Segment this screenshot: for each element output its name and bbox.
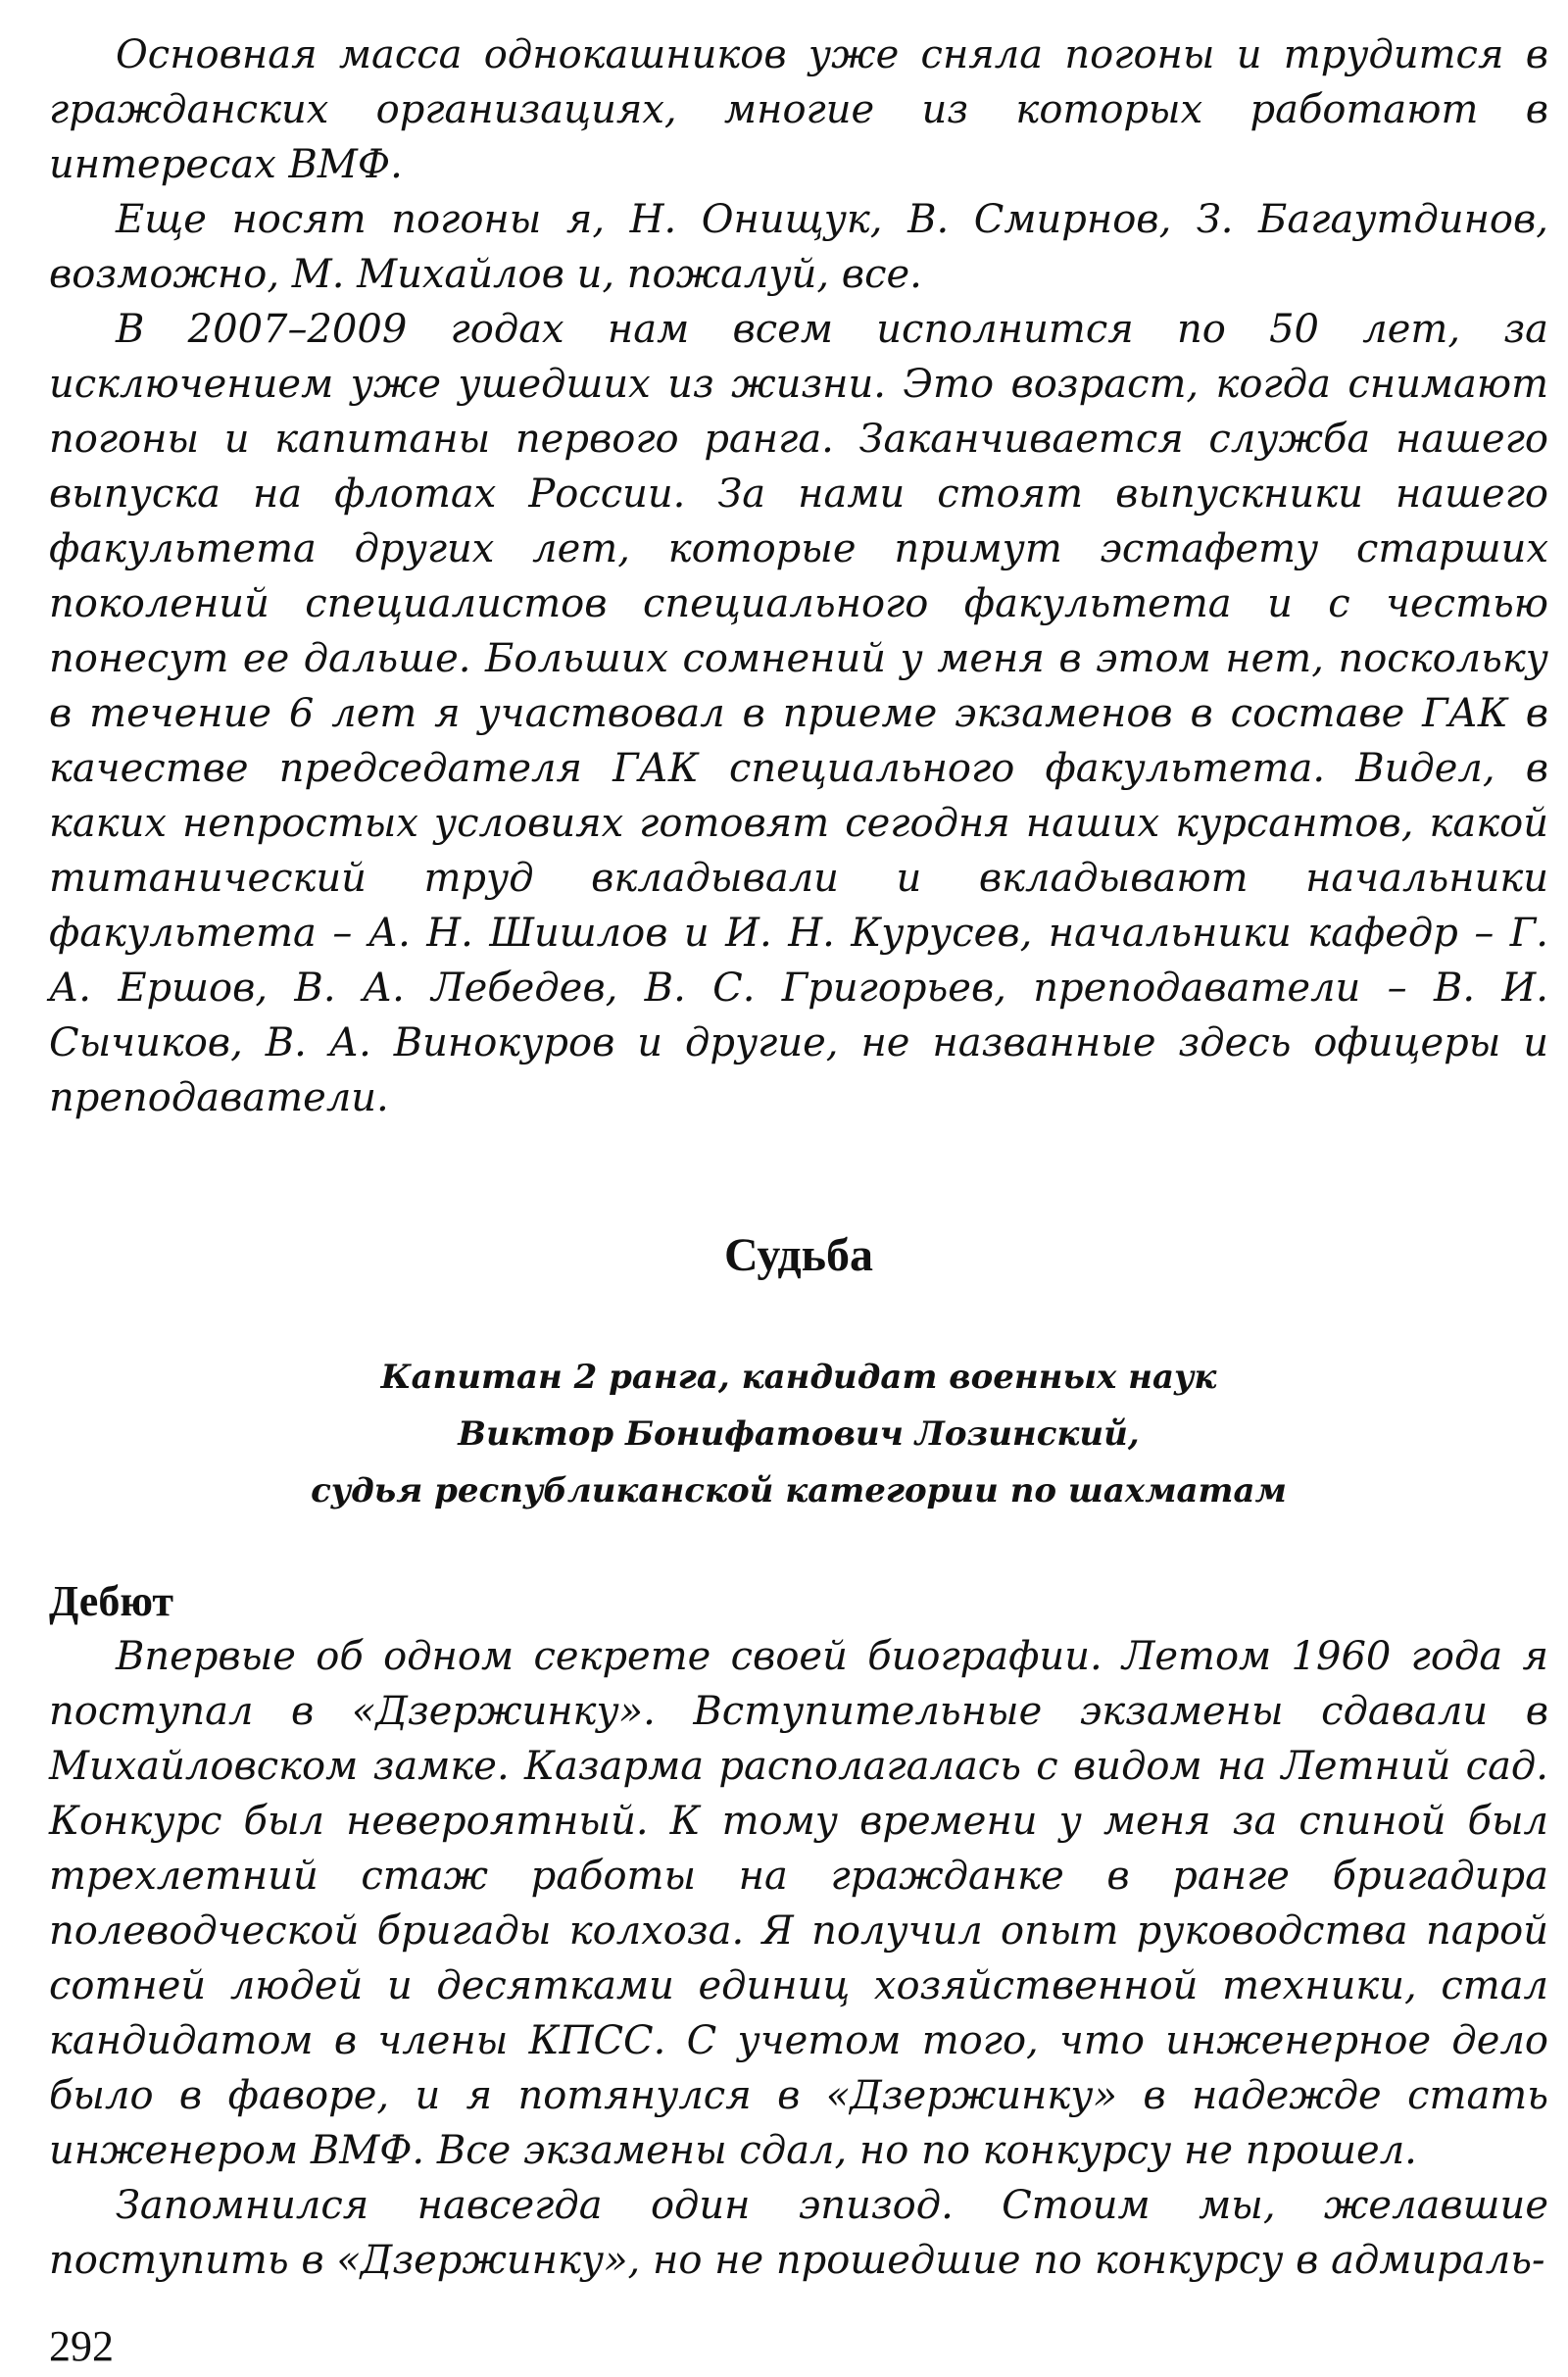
paragraph-2: Еще носят погоны я, Н. Онищук, В. Смирнов, З. Багаутдинов, возможно, М. Михайлов и, пожалуй, все. xyxy=(49,197,1548,297)
author-name: Виктор Бонифатович Лозинский, xyxy=(458,1414,1140,1454)
section-title: Судьба xyxy=(723,1229,874,1281)
page-number: 292 xyxy=(49,2322,114,2370)
paragraph-3: В 2007–2009 годах нам всем исполнится по 50 лет, за исключением уже ушедших из жизни. Это возраст, когда снимают погоны и капитаны первого ранга. Заканчивается служба нашего выпуска на флотах России. За нами стоят выпускники нашего факультета других лет, которые примут эстафету старших поколений специалистов специального факультета и с честью понесут ее дальше. Больших сомнений у меня в этом нет, поскольку в течение 6 лет я участвовал в приеме экзаменов в составе ГАК в качестве председателя ГАК специального факультета. Видел, в каких непростых условиях готовят сегодня наших курсантов, какой титанический труд вкладывали и вкладывают начальники факультета – А. Н. Шишлов и И. Н. Курусев, начальники кафедр – Г. А. Ершов, В. А. Лебедев, В. С. Григорьев, преподаватели – В. И. Сычиков, В. А. Винокуров и другие, не названные здесь офицеры и преподаватели. xyxy=(49,307,1548,1120)
paragraph-1: Основная масса однокашников уже сняла погоны и трудится в гражданских организациях, многие из которых работают в интересах ВМФ. xyxy=(49,32,1548,187)
author-rank: Капитан 2 ранга, кандидат военных наук xyxy=(380,1358,1217,1397)
subsection-title: Дебют xyxy=(49,1577,173,1625)
author-title: судья республиканской категории по шахматам xyxy=(311,1471,1287,1510)
paragraph-4: Впервые об одном секрете своей биографии. Летом 1960 года я поступал в «Дзержинку». Вступительные экзамены сдавали в Михайловском замке. Казарма располагалась с видом на Летний сад. Конкурс был невероятный. К тому времени у меня за спиной был трехлетний стаж работы на гражданке в ранге бригадира полеводческой бригады колхоза. Я получил опыт руководства парой сотней людей и десятками единиц хозяйственной техники, стал кандидатом в члены КПСС. С учетом того, что инженерное дело было в фаворе, и я потянулся в «Дзержинку» в надежде стать инженером ВМФ. Все экзамены сдал, но по конкурсу не прошел. xyxy=(49,1634,1548,2173)
author-block xyxy=(49,1349,1548,1519)
paragraph-5: Запомнился навсегда один эпизод. Стоим мы, желавшие поступить в «Дзержинку», но не прошедшие по конкурсу в адмираль- xyxy=(49,2183,1548,2283)
